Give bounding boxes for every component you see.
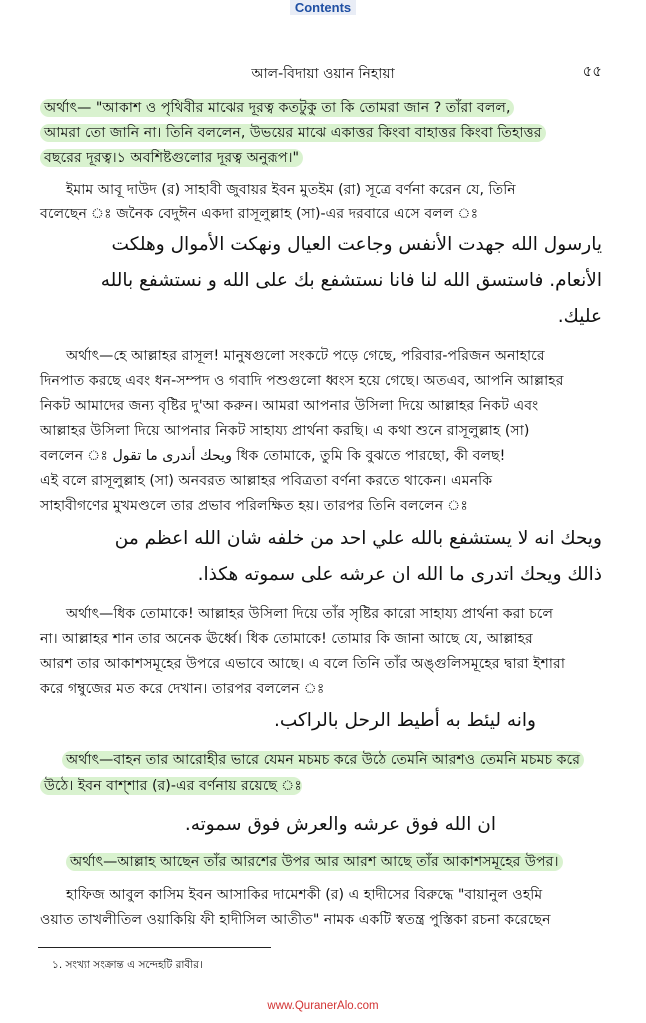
highlighted-line: উঠে। ইবন বাশ্শার (র)-এর বর্ণনায় রয়েছে ঃ [40,774,302,798]
body-line: না। আল্লাহর শান তার অনেক ঊর্ধ্বে। ধিক তোমাকে! তোমার কি জানা আছে যে, আল্লাহর [40,631,533,647]
body-line: এই বলে রাসূলুল্লাহ (সা) অনবরত আল্লাহর পবিত্রতা বর্ণনা করতে থাকেন। এমনকি [40,473,493,489]
arabic-line: يارسول الله جهدت الأنفس وجاعت العيال ونهكت الأموال وهلكت [111,234,602,255]
body-line: হাফিজ আবুল কাসিম ইবন আসাকির দামেশকী (র) এ হাদীসের বিরুদ্ধে "বায়ানুল ওহমি [66,887,543,903]
quote-line-2: আমরা তো জানি না। তিনি বললেন, উভয়ের মাঝে একাত্তর কিংবা বাহাত্তর কিংবা তিহাত্তর [40,121,546,145]
body-line: ইমাম আবূ দাউদ (র) সাহাবী জুবায়র ইবন মুতইম (রা) সূত্রে বর্ণনা করেন যে, তিনি [66,182,516,198]
quote-line-1: অর্থাৎ— "আকাশ ও পৃথিবীর মাঝের দূরত্ব কতটুকু তা কি তোমরা জান ? তাঁরা বলল, [40,96,514,120]
body-line: আরশ তার আকাশসমূহের উপরে এভাবে আছে। এ বলে তিনি তাঁর অঙ্গুলিসমূহের দ্বারা ইশারা [40,656,565,672]
quote-line-3: বছরের দূরত্ব।১ অবশিষ্টগুলোর দূরত্ব অনুরূপ।" [40,146,303,170]
footnote: ১. সংখ্যা সংক্রান্ত এ সন্দেহটি রাবীর। [52,959,203,971]
arabic-line: وانه ليئط به أطيط الرحل بالراكب. [273,710,536,731]
arabic-line: ان الله فوق عرشه والعرش فوق سموته. [184,814,496,835]
body-line: বলেছেন ঃ জনৈক বেদুঈন একদা রাসূলুল্লাহ (সা)-এর দরবারে এসে বলল ঃ [40,206,479,222]
arabic-line: ذالك ويحك اتدرى ما الله ان عرشه على سموته هكذا. [197,564,602,585]
body-line: করে গম্বুজের মত করে দেখান। তারপর বললেন ঃ [40,681,325,697]
website-link[interactable]: www.QuranerAlo.com [267,1000,379,1012]
arabic-line: عليك. [557,306,602,327]
body-line: বললেন ঃ ويحك أندرى ما تقول ধিক তোমাকে, তুমি কি বুঝতে পারছো, কী বলছ! [40,448,506,464]
body-line: ওয়াত তাখলীতিল ওয়াকিয়ি ফী হাদীসিল আতীত" নামক একটি স্বতন্ত্র পুস্তিকা রচনা করেছেন [40,912,551,928]
body-line: দিনপাত করছে এবং ধন-সম্পদ ও গবাদি পশুগুলো ধ্বংস হয়ে গেছে। অতএব, আপনি আল্লাহর [40,373,564,389]
contents-link[interactable] [0,0,646,16]
arabic-line: ويحك انه لا يستشفع بالله علي احد من خلفه شان الله اعظم من [114,528,602,549]
contents-label[interactable]: Contents [290,0,356,15]
footnote-divider [38,947,271,948]
body-line: নিকট আমাদের জন্য বৃষ্টির দু'আ করুন। আমরা আপনার উসিলা দিয়ে আল্লাহর নিকট এবং [40,398,539,414]
arabic-line: الأنعام. فاستسق الله لنا فانا نستشفع بك على الله و نستشفع بالله [100,270,602,291]
body-line: অর্থাৎ—হে আল্লাহর রাসূল! মানুষগুলো সংকটে পড়ে গেছে, পরিবার-পরিজন অনাহারে [66,348,545,364]
body-line: আল্লাহর উসিলা দিয়ে আপনার নিকট সাহায্য প্রার্থনা করছি। এ কথা শুনে রাসূলুল্লাহ (সা) [40,423,530,439]
page-number: ৫৫ [582,62,602,80]
body-line: অর্থাৎ—ধিক তোমাকে! আল্লাহর উসিলা দিয়ে তাঁর সৃষ্টির কারো সাহায্য প্রার্থনা করা চলে [66,606,554,622]
body-line: সাহাবীগণের মুখমণ্ডলে তার প্রভাব পরিলক্ষিত হয়। তারপর তিনি বললেন ঃ [40,498,468,514]
running-header-title: আল-বিদায়া ওয়ান নিহায়া [251,66,395,82]
highlighted-line: অর্থাৎ—বাহন তার আরোহীর ভারে যেমন মচমচ করে উঠে তেমনি আরশও তেমনি মচমচ করে [62,748,584,772]
highlighted-line: অর্থাৎ—আল্লাহ আছেন তাঁর আরশের উপর আর আরশ আছে তাঁর আকাশসমূহের উপর। [66,850,563,874]
